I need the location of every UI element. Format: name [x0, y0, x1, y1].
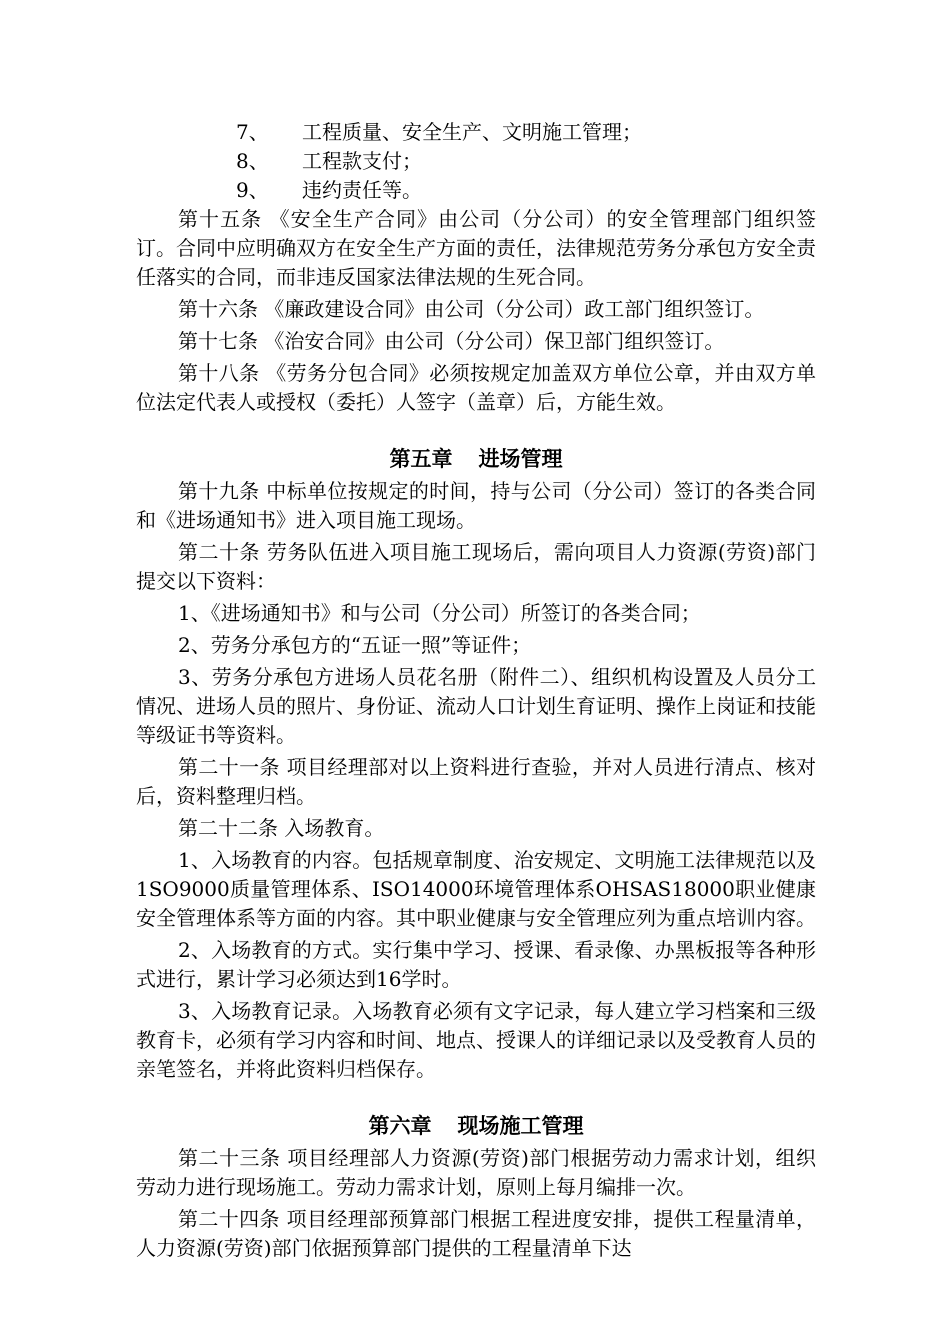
list-item [136, 176, 816, 205]
list-text: 工程款支付； [302, 149, 422, 173]
chapter-6-heading [136, 1110, 816, 1142]
article-20: 第二十条 劳务队伍进入项目施工现场后，需向项目人力资源(劳资)部门提交以下资料： [136, 540, 816, 593]
list-paragraph: 2、劳务分承包方的“五证一照”等证件； [178, 633, 532, 657]
list-paragraph: 2、入场教育的方式。实行集中学习、授课、看录像、办黑板报等各种形式进行，累计学习必须达到16学时。 [136, 938, 816, 991]
chapter-number: 第六章 [368, 1114, 432, 1138]
list-item [136, 147, 816, 176]
list-number: 9、 [236, 178, 269, 202]
list-text: 违约责任等。 [302, 178, 422, 202]
article-22: 第二十二条 入场教育。 [178, 816, 385, 840]
chapter-5-heading [136, 443, 816, 475]
chapter-number: 第五章 [389, 447, 453, 471]
article-21: 第二十一条 项目经理部对以上资料进行查验，并对人员进行清点、核对后，资料整理归档。 [136, 755, 816, 808]
list-number: 8、 [236, 149, 269, 173]
chapter-title: 进场管理 [478, 447, 563, 471]
list-number: 7、 [236, 120, 269, 144]
list-paragraph: 1、入场教育的内容。包括规章制度、治安规定、文明施工法律规范以及1SO9000质量管理体系、ISO14000环境管理体系OHSAS18000职业健康安全管理体系等方面的内容。其中职业健康与安全管理应列为重点培训内容。 [136, 848, 816, 930]
list-item [136, 118, 816, 147]
article-19: 第十九条 中标单位按规定的时间，持与公司（分公司）签订的各类合同和《进场通知书》进入项目施工现场。 [136, 479, 816, 532]
list-text: 工程质量、安全生产、文明施工管理； [302, 120, 642, 144]
list-paragraph: 1、《进场通知书》和与公司（分公司）所签订的各类合同； [178, 601, 701, 625]
article-18: 第十八条 《劳务分包合同》必须按规定加盖双方单位公章，并由双方单位法定代表人或授权（委托）人签字（盖章）后，方能生效。 [136, 361, 816, 414]
list-paragraph: 3、入场教育记录。入场教育必须有文字记录，每人建立学习档案和三级教育卡，必须有学习内容和时间、地点、授课人的详细记录以及受教育人员的亲笔签名，并将此资料归档保存。 [136, 999, 816, 1081]
article-16: 第十六条 《廉政建设合同》由公司（分公司）政工部门组织签订。 [178, 297, 765, 321]
article-24: 第二十四条 项目经理部预算部门根据工程进度安排，提供工程量清单，人力资源(劳资)部门依据预算部门提供的工程量清单下达 [136, 1207, 816, 1260]
article-23: 第二十三条 项目经理部人力资源(劳资)部门根据劳动力需求计划，组织劳动力进行现场施工。劳动力需求计划，原则上每月编排一次。 [136, 1146, 816, 1199]
list-paragraph: 3、劳务分承包方进场人员花名册（附件二）、组织机构设置及人员分工情况、进场人员的照片、身份证、流动人口计划生育证明、操作上岗证和技能等级证书等资料。 [136, 665, 816, 747]
article-17: 第十七条 《治安合同》由公司（分公司）保卫部门组织签订。 [178, 329, 725, 353]
document-body [136, 118, 816, 1266]
article-15: 第十五条 《安全生产合同》由公司（分公司）的安全管理部门组织签订。合同中应明确双方在安全生产方面的责任，法律规范劳务分承包方安全责任落实的合同，而非违反国家法律法规的生死合同。 [136, 207, 816, 289]
chapter-title: 现场施工管理 [457, 1114, 584, 1138]
